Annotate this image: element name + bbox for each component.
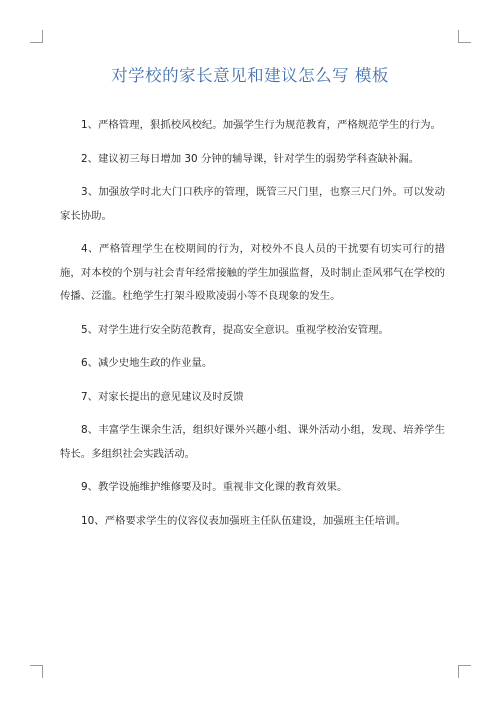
paragraph-4: 4、严格管理学生在校期间的行为，对校外不良人员的干扰要有切实可行的措施，对本校的个别与社会青年经常接触的学生加强监督，及时制止歪风邪气在学校的传播、泛滥。杜绝学生打架斗殴欺凌弱小等不良现象的发生。 [60, 243, 445, 302]
paragraph-8: 8、丰富学生课余生活，组织好课外兴趣小组、课外活动小组，发现、培养学生特长。多组织社会实践活动。 [60, 424, 445, 460]
crop-mark-bottom-right [458, 665, 471, 678]
paragraph-6: 6、减少史地生政的作业量。 [81, 357, 213, 369]
crop-mark-top-right [458, 30, 471, 43]
paragraph-7: 7、对家长提出的意见建议及时反馈 [81, 390, 244, 403]
paragraph-1: 1、严格管理，狠抓校风校纪。加强学生行为规范教育，严格规范学生的行为。 [81, 119, 441, 131]
paragraph-5: 5、对学生进行安全防范教育，提高安全意识。重视学校治安管理。 [81, 323, 389, 336]
paragraph-3: 3、加强放学时北大门口秩序的管理，既管三尺门里，也察三尺门外。可以发动家长协助。 [60, 186, 445, 222]
paragraph-9: 9、教学设施维护维修要及时。重视非文化课的教育效果。 [81, 481, 348, 493]
document-body [60, 114, 445, 543]
crop-mark-top-left [30, 30, 43, 43]
paragraph-2: 2、建议初三每日增加 30 分钟的辅导课，针对学生的弱势学科查缺补漏。 [81, 152, 420, 165]
paragraph-10: 10、严格要求学生的仪容仪表加强班主任队伍建设，加强班主任培训。 [81, 514, 406, 527]
document-title: 对学校的家长意见和建议怎么写 模板 [111, 66, 389, 85]
crop-mark-bottom-left [30, 665, 43, 678]
